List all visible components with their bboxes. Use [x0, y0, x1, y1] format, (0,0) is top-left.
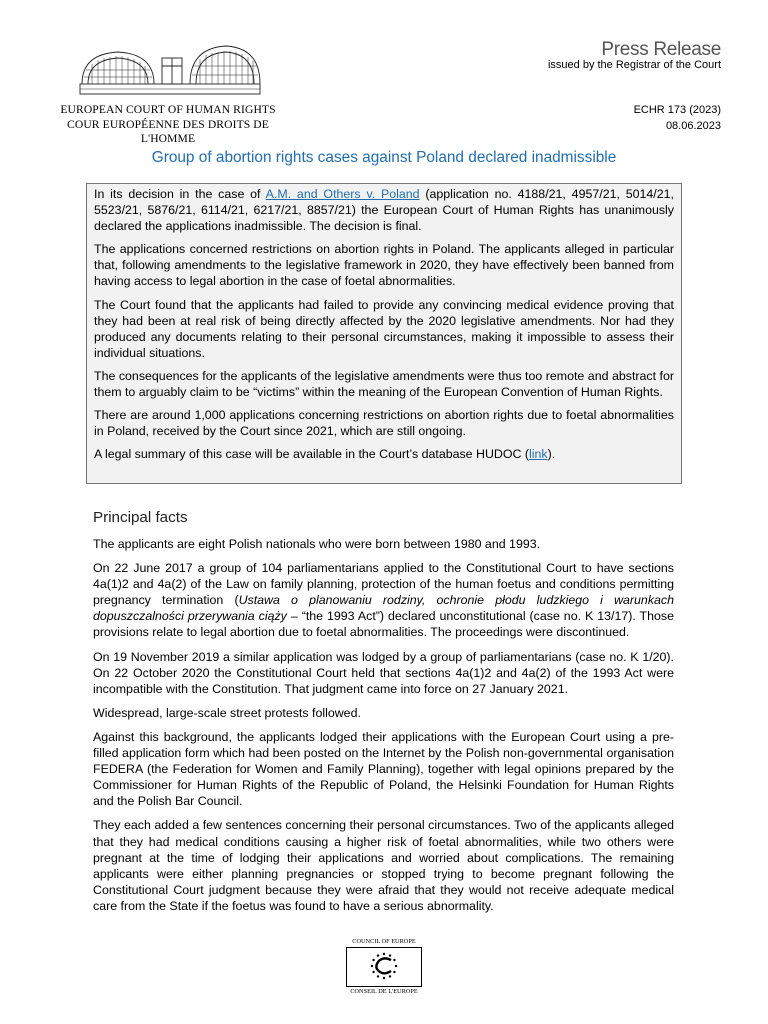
- summary-paragraph-2: The applications concerned restrictions on abortion rights in Poland. The applicants alleged in particular that, following amendments to the legislative framework in 2020, they have effectively been banned from having access to legal abortion in the case of foetal abnormalities.: [94, 242, 674, 289]
- coe-label-french: CONSEIL DE L'EUROPE: [350, 988, 418, 995]
- summary-p1-lead: In its decision in the case of: [94, 187, 266, 201]
- issued-by-text: issued by the Registrar of the Court: [547, 59, 721, 71]
- facts-paragraph-2: [93, 560, 674, 640]
- facts-p2-lead: On 22 June 2017 a group of 104 parliamentarians applied to the Constitutional Court to have sections 4a(1)2 and 4a(2) of the Law on family planning, protection of the human foetus and conditions permitting pregnancy termination (: [93, 561, 674, 608]
- court-name-french: COUR EUROPÉENNE DES DROITS DE L'HOMME: [67, 118, 269, 145]
- coe-emblem-icon: [347, 948, 421, 986]
- facts-paragraph-1: The applicants are eight Polish nationals who were born between 1980 and 1993.: [93, 537, 541, 551]
- court-name-english: EUROPEAN COURT OF HUMAN RIGHTS: [60, 103, 276, 116]
- summary-paragraph-6: [94, 446, 674, 462]
- facts-paragraph-5: Against this background, the applicants lodged their applications with the European Court using a pre-filled application form which had been posted on the Internet by the Polish non-governmental organisation FEDERA (the Federation for Women and Family Planning), together with legal opinions prepared by the Commissioner for Human Rights of the Republic of Poland, the Helsinki Foundation for Human Rights and the Polish Bar Council.: [93, 729, 674, 809]
- summary-p1-rest: (application no. 4188/21, 4957/21, 5014/21, 5523/21, 5876/21, 6114/21, 6217/21, 8857/21) the European Court of Human Rights has unanimously declared the applications inadmissible. The decision is final.: [94, 187, 674, 234]
- case-link[interactable]: A.M. and Others v. Poland: [265, 187, 420, 201]
- section-heading-principal-facts: Principal facts: [93, 509, 188, 526]
- summary-paragraph-3: The Court found that the applicants had failed to provide any convincing medical evidence proving that they had been at real risk of being directly affected by the 2020 legislative amendments. Nor had they produced any documents relating to their personal circumstances, making it impossible to assess their individual situations.: [94, 297, 674, 360]
- release-reference: ECHR 173 (2023): [633, 104, 721, 116]
- facts-paragraph-3: On 19 November 2019 a similar application was lodged by a group of parliamentarians (case no. K 1/20). On 22 October 2020 the Constitutional Court held that sections 4a(1)2 and 4a(2) of the 1993 Act were incompatible with the Constitution. That judgment came into force on 27 January 2021.: [93, 649, 674, 696]
- coe-label-english: COUNCIL OF EUROPE: [352, 938, 416, 945]
- summary-box: [86, 183, 682, 484]
- press-release-title: Press Release: [601, 39, 721, 60]
- summary-paragraph-4: The consequences for the applicants of the legislative amendments were thus too remote and abstract for them to arguably claim to be “victims” within the meaning of the European Convention of Human Rights.: [94, 368, 674, 400]
- facts-p2-rest: – “the 1993 Act”) declared unconstitutional (case no. K 13/17). Those provisions relate to legal abortion due to foetal abnormalities. The proceedings were discontinued.: [93, 609, 674, 640]
- summary-paragraph-1: [94, 186, 674, 234]
- council-of-europe-logo: [340, 938, 428, 998]
- coe-emblem-frame: [346, 947, 422, 987]
- hudoc-link[interactable]: link: [529, 447, 548, 462]
- release-date: 08.06.2023: [665, 120, 721, 132]
- page-title: Group of abortion rights cases against Poland declared inadmissible: [151, 149, 617, 166]
- summary-p6-lead: A legal summary of this case will be available in the Court’s database HUDOC (: [94, 447, 530, 462]
- principal-facts-body: [93, 536, 674, 922]
- court-building-logo: [78, 44, 262, 102]
- facts-paragraph-4: Widespread, large-scale street protests followed.: [93, 705, 361, 720]
- summary-paragraph-5: There are around 1,000 applications concerning restrictions on abortion rights due to foetal abnormalities in Poland, received by the Court since 2021, which are still ongoing.: [94, 408, 674, 439]
- summary-p6-rest: ).: [547, 447, 556, 462]
- facts-paragraph-6: They each added a few sentences concerning their personal circumstances. Two of the applicants alleged that they had medical conditions causing a higher risk of foetal abnormalities, while two others were pregnant at the time of lodging their applications and worried about complications. The remaining applicants were either planning pregnancies or stopped trying to become pregnant following the Constitutional Court judgment because they were afraid that they would not receive adequate medical care from the State if the foetus was found to have a serious abnormality.: [93, 818, 674, 913]
- polish-act-title: Ustawa o planowaniu rodziny, ochronie płodu ludzkiego i warunkach dopuszczalności przerywania ciąży: [93, 593, 674, 624]
